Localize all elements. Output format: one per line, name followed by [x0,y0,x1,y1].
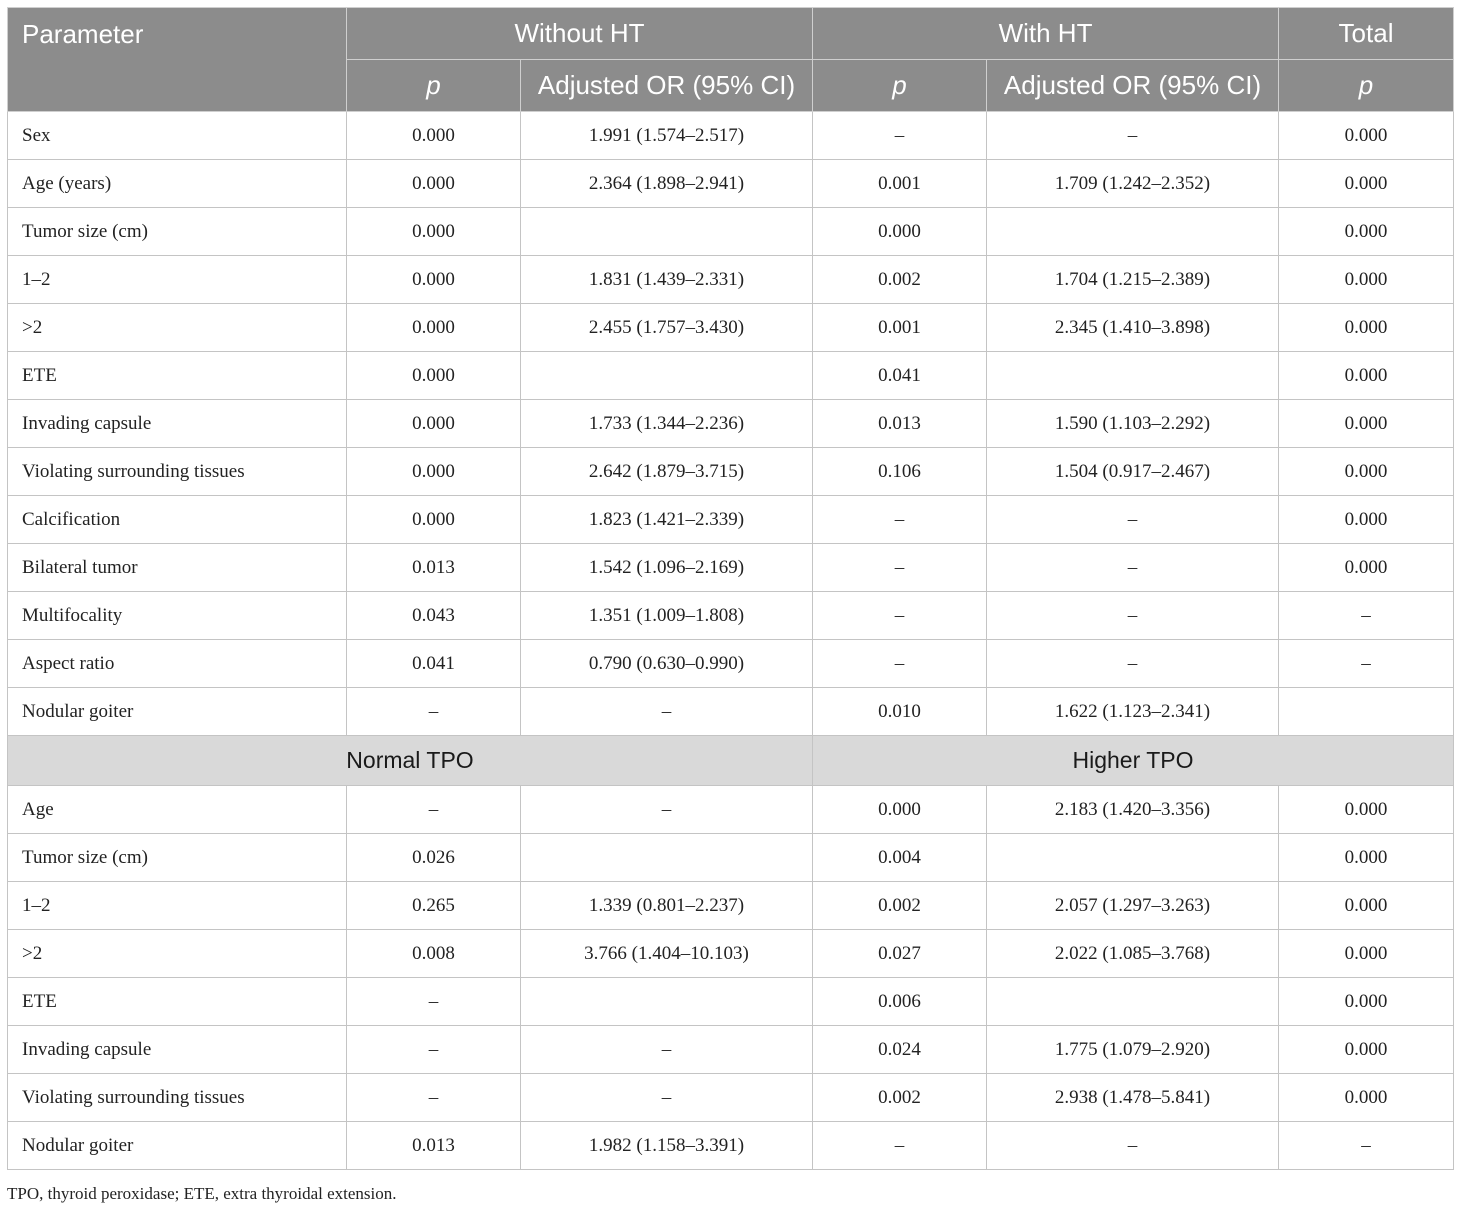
cell-without-or: 1.831 (1.439–2.331) [521,256,813,304]
cell-normal-p: 0.026 [347,834,521,882]
cell-parameter: >2 [8,930,347,978]
cell-without-or: – [521,688,813,736]
cell-total-p: 0.000 [1279,882,1454,930]
cell-normal-p: – [347,978,521,1026]
cell-normal-p: 0.013 [347,1122,521,1170]
cell-with-or: 1.504 (0.917–2.467) [987,448,1279,496]
table-row [8,112,1454,160]
cell-parameter: Nodular goiter [8,1122,347,1170]
cell-with-or: 1.622 (1.123–2.341) [987,688,1279,736]
cell-total-p: 0.000 [1279,160,1454,208]
cell-parameter: Age [8,786,347,834]
cell-total-p: – [1279,592,1454,640]
cell-total-p: 0.000 [1279,544,1454,592]
results-table [7,7,1454,1170]
cell-parameter: Invading capsule [8,400,347,448]
cell-total-p: 0.000 [1279,786,1454,834]
cell-with-p: 0.106 [813,448,987,496]
cell-total-p: – [1279,1122,1454,1170]
cell-with-p: 0.001 [813,304,987,352]
cell-normal-p: – [347,1026,521,1074]
table-row [8,496,1454,544]
cell-total-p: – [1279,640,1454,688]
cell-normal-or: 1.982 (1.158–3.391) [521,1122,813,1170]
cell-with-p: – [813,640,987,688]
cell-normal-or: – [521,1026,813,1074]
table-row [8,160,1454,208]
header-row-groups [8,8,1454,60]
cell-higher-or: – [987,1122,1279,1170]
cell-with-p: – [813,544,987,592]
cell-with-p: 0.010 [813,688,987,736]
table-row [8,688,1454,736]
cell-with-or [987,208,1279,256]
table-row [8,304,1454,352]
section-header-normal-tpo: Normal TPO [8,736,813,786]
cell-without-p: 0.000 [347,352,521,400]
cell-parameter: Calcification [8,496,347,544]
header-without-or: Adjusted OR (95% CI) [521,60,813,112]
table-row [8,882,1454,930]
section-header-higher-tpo: Higher TPO [813,736,1454,786]
cell-parameter: Violating surrounding tissues [8,448,347,496]
cell-without-p: 0.000 [347,208,521,256]
cell-normal-p: – [347,786,521,834]
cell-with-or [987,352,1279,400]
cell-total-p: 0.000 [1279,112,1454,160]
cell-higher-p: – [813,1122,987,1170]
cell-parameter: Tumor size (cm) [8,834,347,882]
cell-higher-p: 0.000 [813,786,987,834]
header-without-ht: Without HT [347,8,813,60]
cell-without-p: 0.000 [347,160,521,208]
table-row [8,640,1454,688]
header-without-p: p [347,60,521,112]
table-row [8,208,1454,256]
cell-total-p: 0.000 [1279,448,1454,496]
table-row [8,1026,1454,1074]
cell-with-p: – [813,112,987,160]
table-row [8,256,1454,304]
cell-higher-p: 0.024 [813,1026,987,1074]
cell-normal-or: 3.766 (1.404–10.103) [521,930,813,978]
cell-parameter: Age (years) [8,160,347,208]
cell-without-or: 2.455 (1.757–3.430) [521,304,813,352]
table-row [8,544,1454,592]
cell-without-or: 1.351 (1.009–1.808) [521,592,813,640]
table-row [8,352,1454,400]
cell-total-p: 0.000 [1279,208,1454,256]
cell-normal-or: 1.339 (0.801–2.237) [521,882,813,930]
table-footnote: TPO, thyroid peroxidase; ETE, extra thyroidal extension. [7,1184,397,1203]
table-row [8,1074,1454,1122]
cell-total-p [1279,688,1454,736]
cell-total-p: 0.000 [1279,978,1454,1026]
cell-total-p: 0.000 [1279,304,1454,352]
header-with-ht: With HT [813,8,1279,60]
cell-with-or: – [987,496,1279,544]
cell-normal-p: 0.008 [347,930,521,978]
cell-parameter: Aspect ratio [8,640,347,688]
cell-parameter: Violating surrounding tissues [8,1074,347,1122]
table-header [8,8,1454,112]
cell-higher-or [987,834,1279,882]
cell-higher-p: 0.006 [813,978,987,1026]
cell-with-or: 1.709 (1.242–2.352) [987,160,1279,208]
cell-higher-p: 0.002 [813,882,987,930]
cell-with-or: – [987,640,1279,688]
cell-with-p: 0.041 [813,352,987,400]
cell-without-p: 0.043 [347,592,521,640]
cell-with-or: 2.345 (1.410–3.898) [987,304,1279,352]
cell-parameter: 1–2 [8,882,347,930]
cell-higher-or: 2.022 (1.085–3.768) [987,930,1279,978]
cell-total-p: 0.000 [1279,1074,1454,1122]
cell-parameter: Invading capsule [8,1026,347,1074]
cell-parameter: Multifocality [8,592,347,640]
cell-without-or: 2.364 (1.898–2.941) [521,160,813,208]
cell-without-or: 1.991 (1.574–2.517) [521,112,813,160]
cell-parameter: >2 [8,304,347,352]
table-row [8,834,1454,882]
cell-higher-p: 0.027 [813,930,987,978]
table-row [8,400,1454,448]
cell-total-p: 0.000 [1279,1026,1454,1074]
header-parameter: Parameter [8,8,347,112]
cell-higher-or [987,978,1279,1026]
cell-without-p: 0.000 [347,496,521,544]
cell-without-or: 1.733 (1.344–2.236) [521,400,813,448]
cell-without-p: 0.013 [347,544,521,592]
table-row [8,978,1454,1026]
cell-with-p: 0.000 [813,208,987,256]
cell-without-or: 1.542 (1.096–2.169) [521,544,813,592]
cell-without-or [521,352,813,400]
table-row [8,448,1454,496]
cell-parameter: Bilateral tumor [8,544,347,592]
cell-with-p: 0.002 [813,256,987,304]
cell-normal-or: – [521,1074,813,1122]
cell-without-p: 0.000 [347,256,521,304]
cell-normal-or: – [521,786,813,834]
table-body [8,112,1454,1170]
cell-without-p: 0.000 [347,304,521,352]
cell-higher-or: 2.938 (1.478–5.841) [987,1074,1279,1122]
header-with-or: Adjusted OR (95% CI) [987,60,1279,112]
table-row [8,786,1454,834]
cell-with-or: – [987,592,1279,640]
cell-total-p: 0.000 [1279,256,1454,304]
cell-without-p: 0.041 [347,640,521,688]
cell-total-p: 0.000 [1279,834,1454,882]
cell-with-p: – [813,592,987,640]
cell-normal-p: – [347,1074,521,1122]
cell-total-p: 0.000 [1279,496,1454,544]
table-row [8,592,1454,640]
cell-higher-p: 0.002 [813,1074,987,1122]
cell-without-p: – [347,688,521,736]
cell-with-or: – [987,112,1279,160]
cell-without-p: 0.000 [347,448,521,496]
cell-normal-or [521,978,813,1026]
cell-without-or: 0.790 (0.630–0.990) [521,640,813,688]
cell-higher-or: 1.775 (1.079–2.920) [987,1026,1279,1074]
cell-without-or [521,208,813,256]
cell-higher-or: 2.183 (1.420–3.356) [987,786,1279,834]
cell-with-or: – [987,544,1279,592]
cell-with-or: 1.590 (1.103–2.292) [987,400,1279,448]
header-total-p: p [1279,60,1454,112]
cell-total-p: 0.000 [1279,400,1454,448]
results-table-container [7,7,1453,1170]
cell-without-p: 0.000 [347,112,521,160]
cell-parameter: Sex [8,112,347,160]
cell-parameter: Tumor size (cm) [8,208,347,256]
cell-parameter: ETE [8,352,347,400]
cell-parameter: ETE [8,978,347,1026]
cell-parameter: Nodular goiter [8,688,347,736]
header-with-p: p [813,60,987,112]
cell-total-p: 0.000 [1279,352,1454,400]
cell-total-p: 0.000 [1279,930,1454,978]
cell-with-or: 1.704 (1.215–2.389) [987,256,1279,304]
cell-parameter: 1–2 [8,256,347,304]
header-total: Total [1279,8,1454,60]
cell-higher-p: 0.004 [813,834,987,882]
cell-without-p: 0.000 [347,400,521,448]
cell-higher-or: 2.057 (1.297–3.263) [987,882,1279,930]
cell-with-p: 0.001 [813,160,987,208]
cell-normal-p: 0.265 [347,882,521,930]
cell-with-p: 0.013 [813,400,987,448]
section-header-row [8,736,1454,786]
cell-with-p: – [813,496,987,544]
table-row [8,930,1454,978]
table-row [8,1122,1454,1170]
cell-without-or: 2.642 (1.879–3.715) [521,448,813,496]
cell-without-or: 1.823 (1.421–2.339) [521,496,813,544]
cell-normal-or [521,834,813,882]
